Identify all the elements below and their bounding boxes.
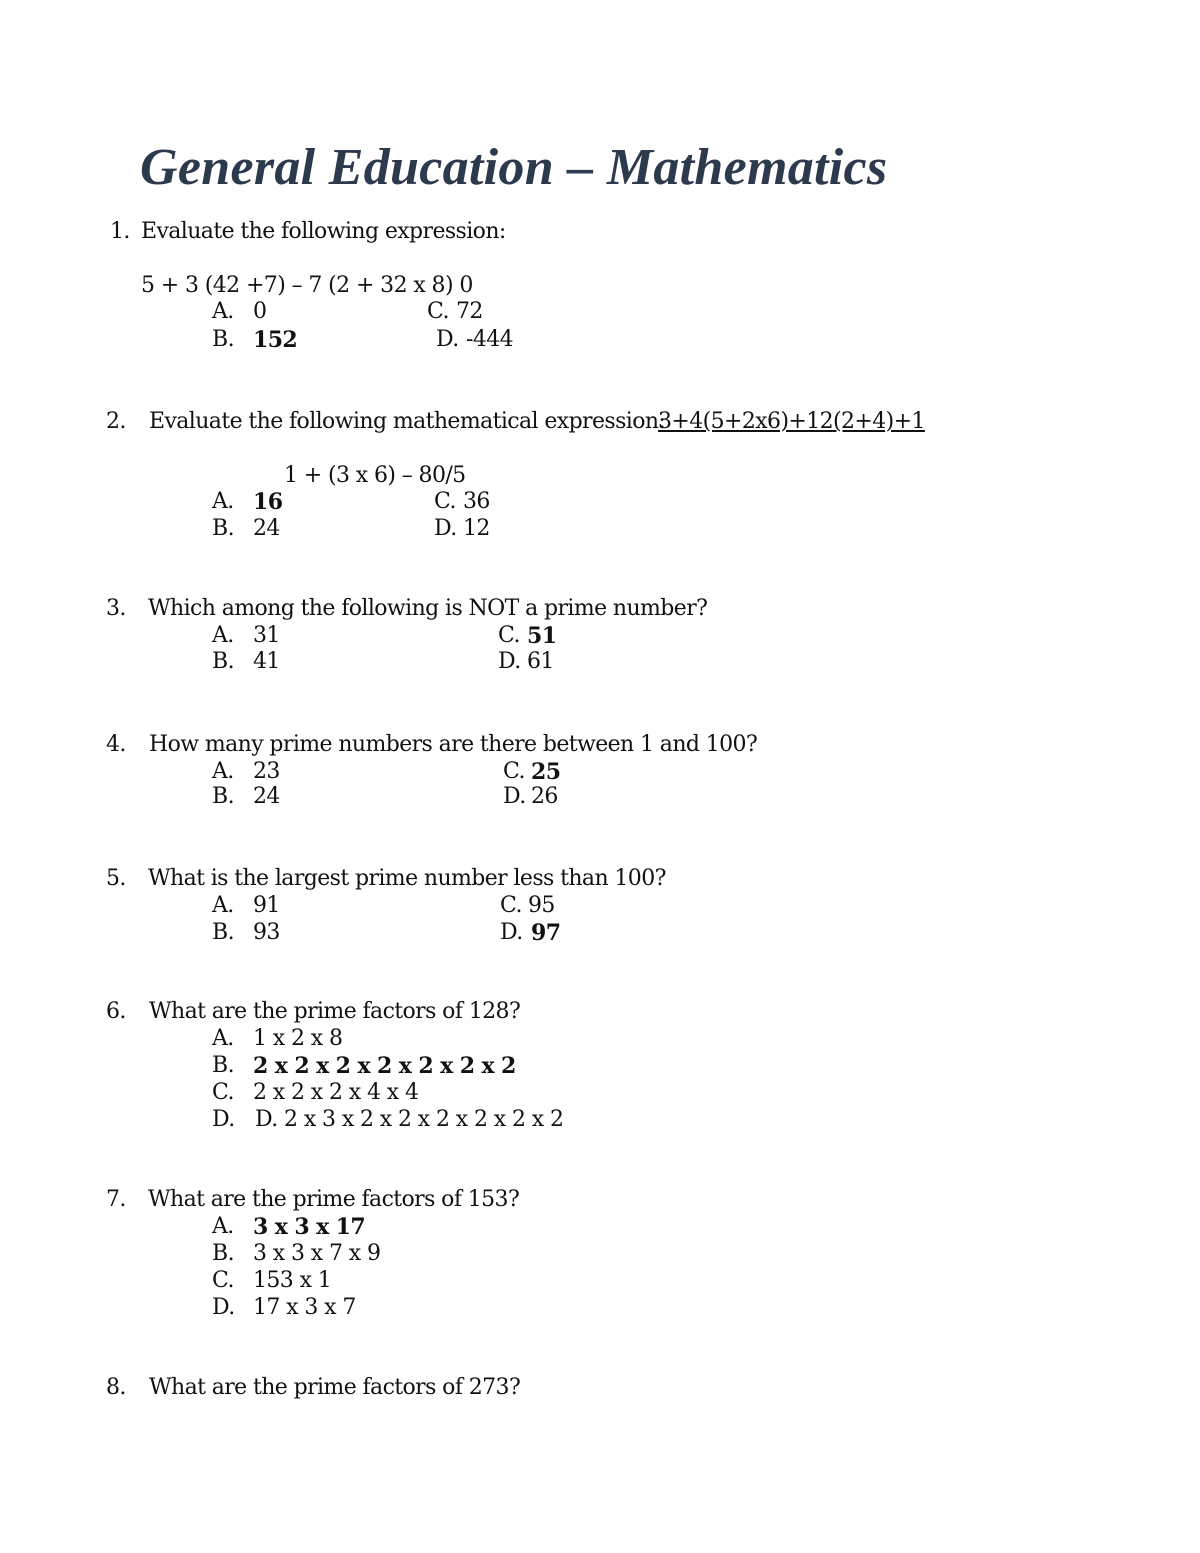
option-d-label: D. bbox=[212, 1107, 235, 1132]
question-number: 8. bbox=[106, 1375, 126, 1400]
option-b-correct: 2 x 2 x 2 x 2 x 2 x 2 x 2 bbox=[253, 1053, 516, 1079]
option-b-label: B. bbox=[212, 327, 234, 352]
option-c-label: C. bbox=[427, 299, 449, 324]
question-number: 5. bbox=[106, 866, 126, 891]
question-text: Which among the following is NOT a prime number? bbox=[148, 596, 708, 621]
option-b-label: B. bbox=[212, 516, 234, 541]
question-number: 1. bbox=[110, 219, 130, 244]
option-d-label: D. bbox=[434, 516, 457, 541]
option-b-label: B. bbox=[212, 920, 234, 945]
expression-denominator: 1 + (3 x 6) – 80/5 bbox=[284, 463, 466, 488]
question-text: Evaluate the following mathematical expression: bbox=[149, 409, 666, 434]
option-b: 41 bbox=[253, 649, 280, 674]
option-d: 61 bbox=[527, 649, 554, 674]
question-number: 6. bbox=[106, 999, 126, 1024]
option-d-label: D. bbox=[436, 327, 459, 352]
expression: 5 + 3 (42 +7) – 7 (2 + 32 x 8) 0 bbox=[141, 273, 473, 298]
option-a-label: A. bbox=[212, 893, 234, 918]
option-b-correct: 152 bbox=[253, 327, 298, 353]
option-b: 93 bbox=[253, 920, 280, 945]
option-d-correct: 97 bbox=[531, 920, 561, 946]
option-c-correct: 51 bbox=[527, 623, 557, 649]
option-a: 1 x 2 x 8 bbox=[253, 1026, 343, 1051]
option-a-label: A. bbox=[212, 489, 234, 514]
option-d-label: D. bbox=[503, 784, 526, 809]
option-d-label: D. bbox=[500, 920, 523, 945]
option-c: 2 x 2 x 2 x 4 x 4 bbox=[253, 1080, 419, 1105]
option-c: 153 x 1 bbox=[253, 1268, 332, 1293]
question-number: 3. bbox=[106, 596, 126, 621]
option-a: 91 bbox=[253, 893, 280, 918]
option-a: 23 bbox=[253, 759, 280, 784]
question-number: 2. bbox=[106, 409, 126, 434]
question-text: What are the prime factors of 273? bbox=[149, 1375, 521, 1400]
option-d-label: D. bbox=[212, 1295, 235, 1320]
option-a: 31 bbox=[253, 623, 280, 648]
question-text: What are the prime factors of 128? bbox=[149, 999, 521, 1024]
question-text: How many prime numbers are there between 1 and 100? bbox=[149, 732, 758, 757]
option-c-label: C. bbox=[212, 1268, 234, 1293]
option-b-label: B. bbox=[212, 649, 234, 674]
option-a-correct: 3 x 3 x 17 bbox=[253, 1214, 366, 1240]
option-a-label: A. bbox=[212, 299, 234, 324]
question-number: 4. bbox=[106, 732, 126, 757]
expression-numerator: 3+4(5+2x6)+12(2+4)+1 bbox=[658, 409, 925, 434]
option-d: 17 x 3 x 7 bbox=[253, 1295, 356, 1320]
option-b-label: B. bbox=[212, 1241, 234, 1266]
option-a-correct: 16 bbox=[253, 489, 283, 515]
option-b-label: B. bbox=[212, 784, 234, 809]
option-a-label: A. bbox=[212, 623, 234, 648]
question-text: What is the largest prime number less than 100? bbox=[148, 866, 666, 891]
option-b: 24 bbox=[253, 784, 280, 809]
option-c: 36 bbox=[463, 489, 490, 514]
option-c: 72 bbox=[456, 299, 483, 324]
option-b: 3 x 3 x 7 x 9 bbox=[253, 1241, 381, 1266]
option-c-label: C. bbox=[434, 489, 456, 514]
option-a: 0 bbox=[253, 299, 267, 324]
option-d-label: D. bbox=[498, 649, 521, 674]
option-d: 26 bbox=[531, 784, 558, 809]
option-c: 95 bbox=[528, 893, 555, 918]
option-d: D. 2 x 3 x 2 x 2 x 2 x 2 x 2 x 2 bbox=[255, 1107, 564, 1132]
option-c-label: C. bbox=[212, 1080, 234, 1105]
option-d: 12 bbox=[463, 516, 490, 541]
question-text: What are the prime factors of 153? bbox=[148, 1187, 520, 1212]
page-title: General Education – Mathematics bbox=[140, 139, 888, 196]
option-d: -444 bbox=[466, 327, 514, 352]
option-b: 24 bbox=[253, 516, 280, 541]
question-number: 7. bbox=[106, 1187, 126, 1212]
option-a-label: A. bbox=[212, 1214, 234, 1239]
option-c-correct: 25 bbox=[531, 759, 561, 785]
question-text: Evaluate the following expression: bbox=[141, 219, 506, 244]
option-a-label: A. bbox=[212, 1026, 234, 1051]
option-b-label: B. bbox=[212, 1053, 234, 1078]
option-c-label: C. bbox=[498, 623, 520, 648]
option-c-label: C. bbox=[503, 759, 525, 784]
option-a-label: A. bbox=[212, 759, 234, 784]
option-c-label: C. bbox=[500, 893, 522, 918]
